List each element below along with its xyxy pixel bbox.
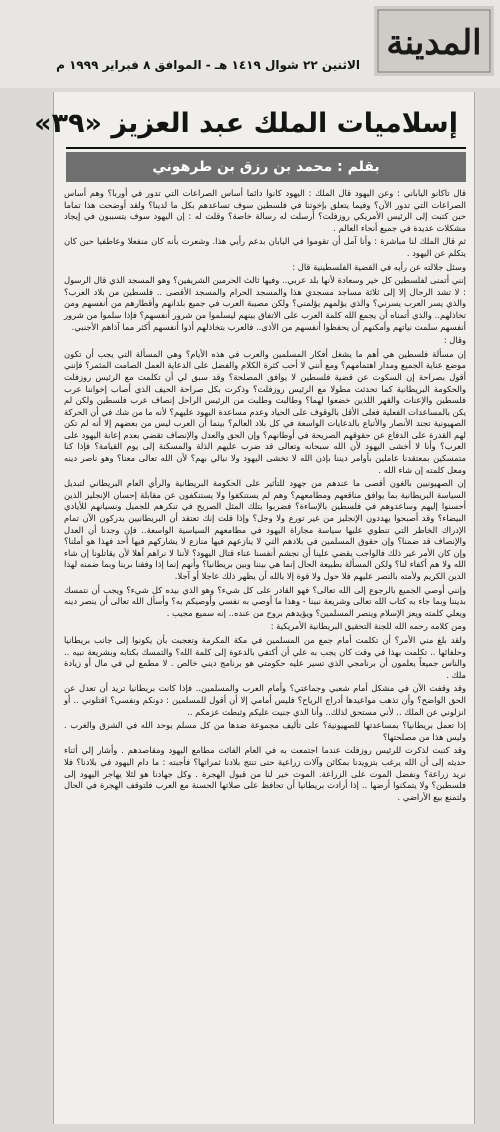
- article-paragraph: إن مسألة فلسطين هي أهم ما يشغل أفكار المسلمين والعرب في هذه الأيام؟ وهي المسألة التي يجب أن تكون موضع عناية الجميع ومدار اهتمامهم؟ ومع أنني لا أحب كثرة الكلام والفضل على الدعاية العمل الصامت المثمر؟ فإنني أقول بصراحة إن السكوت عن قضية فلسطين لا يوافق المصلحة؟ وقد سبق لي أن تكلمت مع الرئيس روزفلت والحكومة البريطانية كما تحدثت مطولا مع الرئيس روزفلت؟ وذكرت بكل صراحة الحيف الذي أصاب إخواننا عرب فلسطين والإعنات والقهر اللذين خضعوا لهما؟ وطالبت وطلبت من الرئيس الراحل إنصاف عرب فلسطين ولكن لم يكن بالمساعدات الفعلية فعلى الأقل بالوقوف على الحياد وعدم مساعدة اليهود عليهم؟ لأنه ما من شك في أن الحركة الصهيونية تجند الأنصار والأتباع بالدعايات الواسعة في كل بلاد العالم؟ بينما أن العرب ليس من بعضهم إلا أنه لم تكن لهم القدرة على الدفاع عن حقوقهم الصريحة في أوطانهم؟ وإن الحق والعدل والإنصاف تقضي بعدم إعانة اليهود على العرب؟ وأنا لا أخشى اليهود لأن الله سبحانه وتعالى قد ضرب عليهم الذلة والمسكنة إلى يوم القيامة؟ فإذا كنا متمسكين بمعتقدنا عاملين بأوامر ديننا بإذن الله لا تخشى اليهود ولا نبالي بهم؟ لأن الله تعالى معنا؟ وهو ناصر دينه ومعل كلمته إن شاء الله .: [64, 348, 466, 475]
- article-paragraph: إن الصهيونيين بالغون أقصى ما عندهم من جهود للتأثير على الحكومة البريطانية والرأي العام البريطاني لتبديل السياسة البريطانية بما يوافق مناقعهم ومطامعهم؟ وهم لم يستنكفوا ولا يستنكفون عن مقابلة إحسان الإنجليز الذين أحسنوا إليهم وساعدوهم في فلسطين بالإساءة؟ فضربوا بتلك المثل الصريح في تنكرهم للجميل ونسيانهم للأيادي البيضاء؟ وقد أصبحوا يهددون الإنجليز من غير تورع ولا وجل؟ وإذا قلت إنك تعتقد أن البريطانيين يدركون الآن تمام الإدراك الخاطر التي تنطوي عليها سياسة مجاراة اليهود في مطامعهم السياسية الواسعة.. فإن وجدنا أن العدل والإنصاف قد ضمنا؟ وإن حقوق المسلمين في بلادهم التي لا ينازعهم فيها منازع لا يشاركهم فيها أحد فهذا هو أملنا؟ وإن كان الأمر غير ذلك فالواجب يقضي علينا أن نجشم أنفسنا عناء قتال اليهود؟ لأننا لا نراهم أهلا لأن يقاتلونا إن شاء الله ولا هم أكفاء لنا؟ ولكن المسألة بطبيعة الحال إنما هي بيننا وبين بريطانيا؟ وأنهم إنما إذا وفقنا بربنا وبما ضمنه لهذا الدين الكريم ولأمته بالنصر عليهم فلا حول ولا قوة إلا بالله أن يظهر ذلك عاجلا أو آجلا.: [64, 478, 466, 581]
- article-paragraph: إنني أتمنى لفلسطين كل خير وسعادة لأنها بلد عربي.. وفيها ثالث الحرمين الشريفين؟ وهو المسجد الذي قال الرسول : لا تشد الرحال إلا إلى ثلاثة مساجد مسجدي هذا والمسجد الحرام والمسجد الأقصى .. فلسطين من بلاد العرب؟ والذي يسر العرب يسرني؟ والذي يؤلمهم يؤلمني؟ ولكن مصيبة العرب في جميع بلدانهم وأقطارهم من أنفسهم ومن تخاذلهم.. والذي أتمناه أن يجمع الله كلمة العرب على الاتفاق بينهم ليسلموا من شرور أنفسهم؟ فإذا سلموا من شرور أنفسهم سلمت نياتهم وأمكنهم أن يحفظوا أنفسهم من الأذى.. فالعرب بتخاذلهم أذوا أنفسهم أكثر مما آذاهم الأجنبي.: [64, 275, 466, 332]
- newspaper-logo: [374, 6, 494, 76]
- article-paragraph: وقال :: [443, 335, 466, 346]
- newspaper-masthead: [0, 0, 500, 88]
- article-body: [64, 188, 466, 1118]
- article-title: إسلاميات الملك عبد العزيز «٣٩»: [34, 108, 458, 139]
- article-paragraph: وإنني أوصي الجميع بالرجوع إلى الله تعالى؟ فهو القادر على كل شيء؟ وهو الذي بيده كل شيء؟ ويجب أن نتمسك بديننا وبما جاء به كتاب الله تعالى وشريعة نبينا - وهذا ما أوصي به نفسي وأوصيكم به؟ وأسأل الله تعالى أن ينصر دينه ويعلي كلمته ويعز الإسلام وينصر المسلمين؟ ويؤيدهم بروح من عنده.. إنه سميع مجيب .: [64, 584, 466, 618]
- article-paragraph: إذا تعمل بريطانيا؟ بمساعدتها للصهيونية؟ على تأليف مجموعة ضدها من كل مسلم يوحد الله في الشرق والغرب . وليس هذا من مصلحتها؟: [64, 720, 466, 742]
- title-divider: [66, 147, 466, 149]
- article-paragraph: وقد وقفت الآن في مشكل أمام شعبي وجماعتي؟ وأمام العرب والمسلمين.. فإذا كانت بريطانيا تريد أن تعدل عن الحق الواضح؟ وأن تذهب مواعيدها أدراج الرياح؟ فليس أمامي إلا أن أقول للمسلمين : دونكم ونفسي؟ اقتلوني .. أو انزلوني عن الملك .. لأني مستحق لذلك.. وأنا الذي جنيت عليكم وثبطت عزمكم ..: [64, 683, 466, 717]
- issue-date-line: الاثنين ٢٢ شوال ١٤١٩ هـ - الموافق ٨ فبراير ١٩٩٩ م: [56, 58, 360, 72]
- article-paragraph: ومن كلامه رحمه الله للجنة التحقيق البريطانية الأمريكية :: [270, 621, 466, 632]
- svg-text:المدينة: المدينة: [386, 23, 482, 63]
- article-paragraph: ثم قال الملك لنا مباشرة : وأنا آمل أن تقوموا في اليابان بدعم رأيي هذا. وشعرت بأنه كان منفعلا وعاطفيا حين كان يتكلم عن اليهود .: [64, 236, 466, 258]
- article-byline: بقلم : محمد بن رزق بن طرهوني: [66, 152, 466, 182]
- article-paragraph: ولقد بلغ مني الأمر؟ أن تكلمت أمام جمع من المسلمين في مكة المكرمة وتعجبت بأن يكونوا إلى جانب بريطانيا وحلفائها .. تكلمت بهذا في وقت كان يجب به علي أن أكتفي بالدعوة إلى كلمة الله؟ والتمسك بكتابه وبشريعة نبيه .. والناس جميعاً يعلمون أن برنامجي الذي تسير عليه حكومتي هو برنامج ديني خالص . لا مطمع لي في مال أو زيادة ملك .: [64, 634, 466, 680]
- article-paragraph: قال تاكانو الياباني : وعن اليهود قال الملك : اليهود كانوا دائما أساس الصراعات التي تدور في أوربا؟ وهم أساس الصراعات التي تدور الآن؟ وفيما يتعلق بإخوتنا في فلسطين سوف تساعدهم بكل ما لدينا؟ ولقد أوضحت هذا تماما حين كتبت إلى الرئيس الأمريكي روزفلت؟ أرسلت له رسالة خاصة؟ وقلت له : إن اليهود سوف يتسببون في إيجاد مشكلات عديدة في جميع أنحاء العالم .: [64, 188, 466, 233]
- article-paragraph: وسئل جلالته عن رأيه في القضية الفلسطينية قال :: [292, 261, 466, 272]
- article-paragraph: وقد كتبت لذكرت للرئيس روزفلت عندما اجتمعت به في العام الفائت مطامع اليهود ومقاصدهم . وأشار إلي أثناء حديثه إلى أن الله يرغب بتزويدنا بمكائن وآلات زراعية حتى تنتج بلادنا ثمراتها؟ فأجبته : ما دام اليهود في بلادنا؟ فلا نريد زراعة؟ ونفضل الموت على الزراعة. الموت خير لنا من قبول الهجرة . وكل جهادنا هو لئلا يهاجر اليهود إلى فلسطين؟ ولا يتمكنوا أرضها .. إذا أرادت بريطانيا أن تحافظ على صلاتها الحسنة مع العرب فلتوقف الهجرة في الحال ولتمنع بيع الأراضي .: [64, 745, 466, 802]
